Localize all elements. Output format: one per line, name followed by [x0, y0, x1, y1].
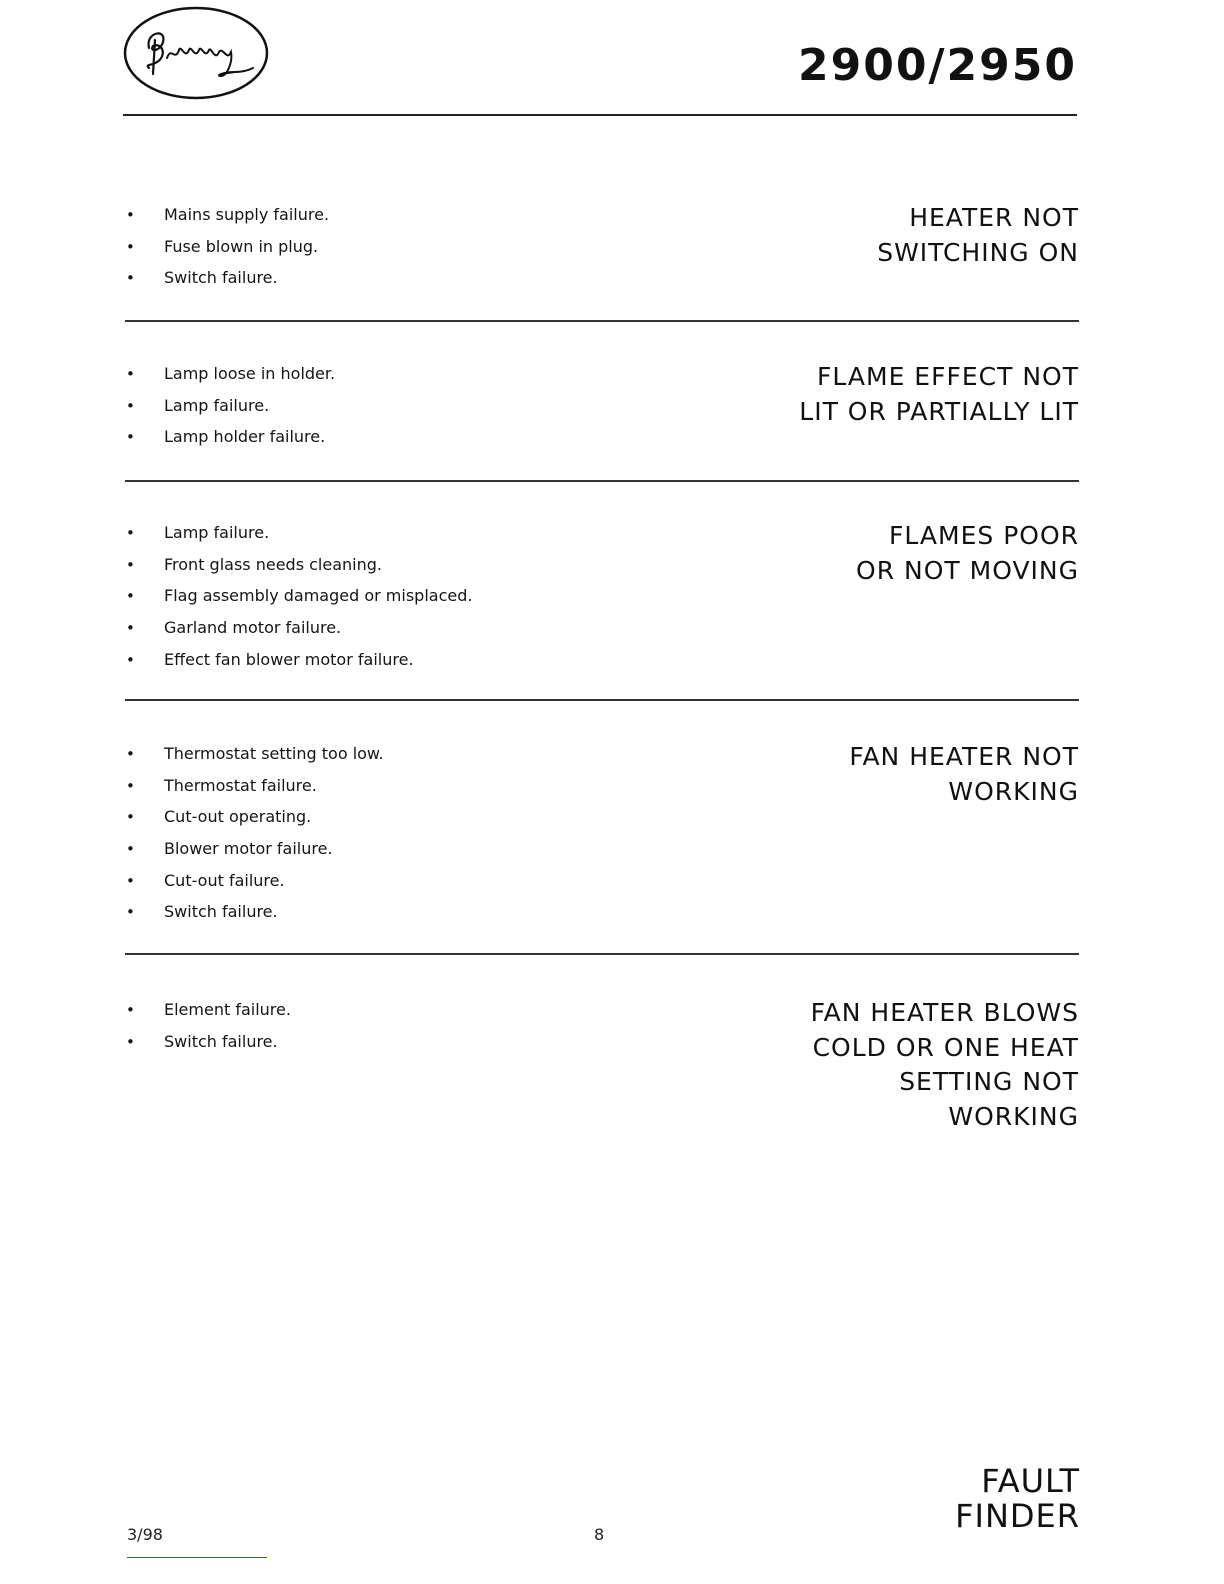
- bullet-icon: •: [126, 871, 135, 890]
- fault-finder-title: FAULT FINDER: [955, 1462, 1080, 1535]
- cause-item: • Switch failure.: [126, 902, 278, 922]
- cause-item: • Lamp holder failure.: [126, 427, 326, 447]
- bullet-icon: •: [126, 237, 135, 256]
- cause-item: • Element failure.: [126, 1000, 291, 1019]
- section-divider: [125, 320, 1079, 322]
- symptom-heading: HEATER NOT SWITCHING ON: [877, 203, 1079, 267]
- bullet-icon: •: [126, 365, 135, 383]
- cause-item: • Thermostat failure.: [126, 775, 317, 795]
- page-number: 8: [594, 1525, 605, 1544]
- bullet-icon: •: [126, 619, 135, 638]
- cause-list: [123, 364, 335, 459]
- bullet-icon: •: [126, 745, 135, 763]
- bullet-icon: •: [126, 903, 135, 922]
- cause-list: [123, 744, 384, 934]
- cause-item: • Effect fan blower motor failure.: [126, 649, 414, 669]
- bullet-icon: •: [126, 808, 135, 827]
- section-divider: [125, 953, 1079, 955]
- symptom-heading: FLAME EFFECT NOT LIT OR PARTIALLY LIT: [799, 362, 1079, 426]
- cause-item: • Fuse blown in plug.: [126, 236, 319, 256]
- bullet-icon: •: [126, 650, 135, 669]
- symptom-heading: FAN HEATER BLOWS COLD OR ONE HEAT SETTING NOT WORKING: [810, 998, 1079, 1131]
- cause-list: [123, 523, 472, 681]
- cause-item: • Cut-out failure.: [126, 870, 285, 890]
- cause-item: • Cut-out operating.: [126, 807, 312, 827]
- model-number: 2900/2950: [798, 40, 1077, 91]
- bullet-icon: •: [126, 1001, 135, 1019]
- section-divider: [125, 699, 1079, 701]
- header-rule: [123, 114, 1077, 116]
- bullet-icon: •: [126, 396, 135, 415]
- cause-list: [123, 1000, 291, 1063]
- bullet-icon: •: [126, 1032, 135, 1051]
- cause-item: • Blower motor failure.: [126, 839, 333, 859]
- bullet-icon: •: [126, 428, 135, 447]
- bullet-icon: •: [126, 524, 135, 542]
- footer-rule: [127, 1557, 267, 1558]
- cause-list: [123, 205, 329, 300]
- cause-item: • Switch failure.: [126, 1031, 278, 1051]
- symptom-heading: FAN HEATER NOT WORKING: [849, 742, 1079, 806]
- bullet-icon: •: [126, 776, 135, 795]
- section-divider: [125, 480, 1079, 482]
- bullet-icon: •: [126, 555, 135, 574]
- issue-date: 3/98: [127, 1525, 163, 1544]
- cause-item: • Thermostat setting too low.: [126, 744, 384, 763]
- berry-logo: [123, 6, 269, 100]
- bullet-icon: •: [126, 587, 135, 606]
- symptom-heading: FLAMES POOR OR NOT MOVING: [856, 521, 1079, 585]
- cause-item: • Lamp loose in holder.: [126, 364, 336, 383]
- cause-item: • Front glass needs cleaning.: [126, 554, 382, 574]
- cause-item: • Lamp failure.: [126, 395, 270, 415]
- cause-item: • Flag assembly damaged or misplaced.: [126, 586, 473, 606]
- bullet-icon: •: [126, 840, 135, 859]
- bullet-icon: •: [126, 206, 135, 224]
- cause-item: • Lamp failure.: [126, 523, 270, 542]
- cause-item: • Switch failure.: [126, 268, 278, 288]
- cause-item: • Mains supply failure.: [126, 205, 330, 224]
- bullet-icon: •: [126, 269, 135, 288]
- cause-item: • Garland motor failure.: [126, 618, 342, 638]
